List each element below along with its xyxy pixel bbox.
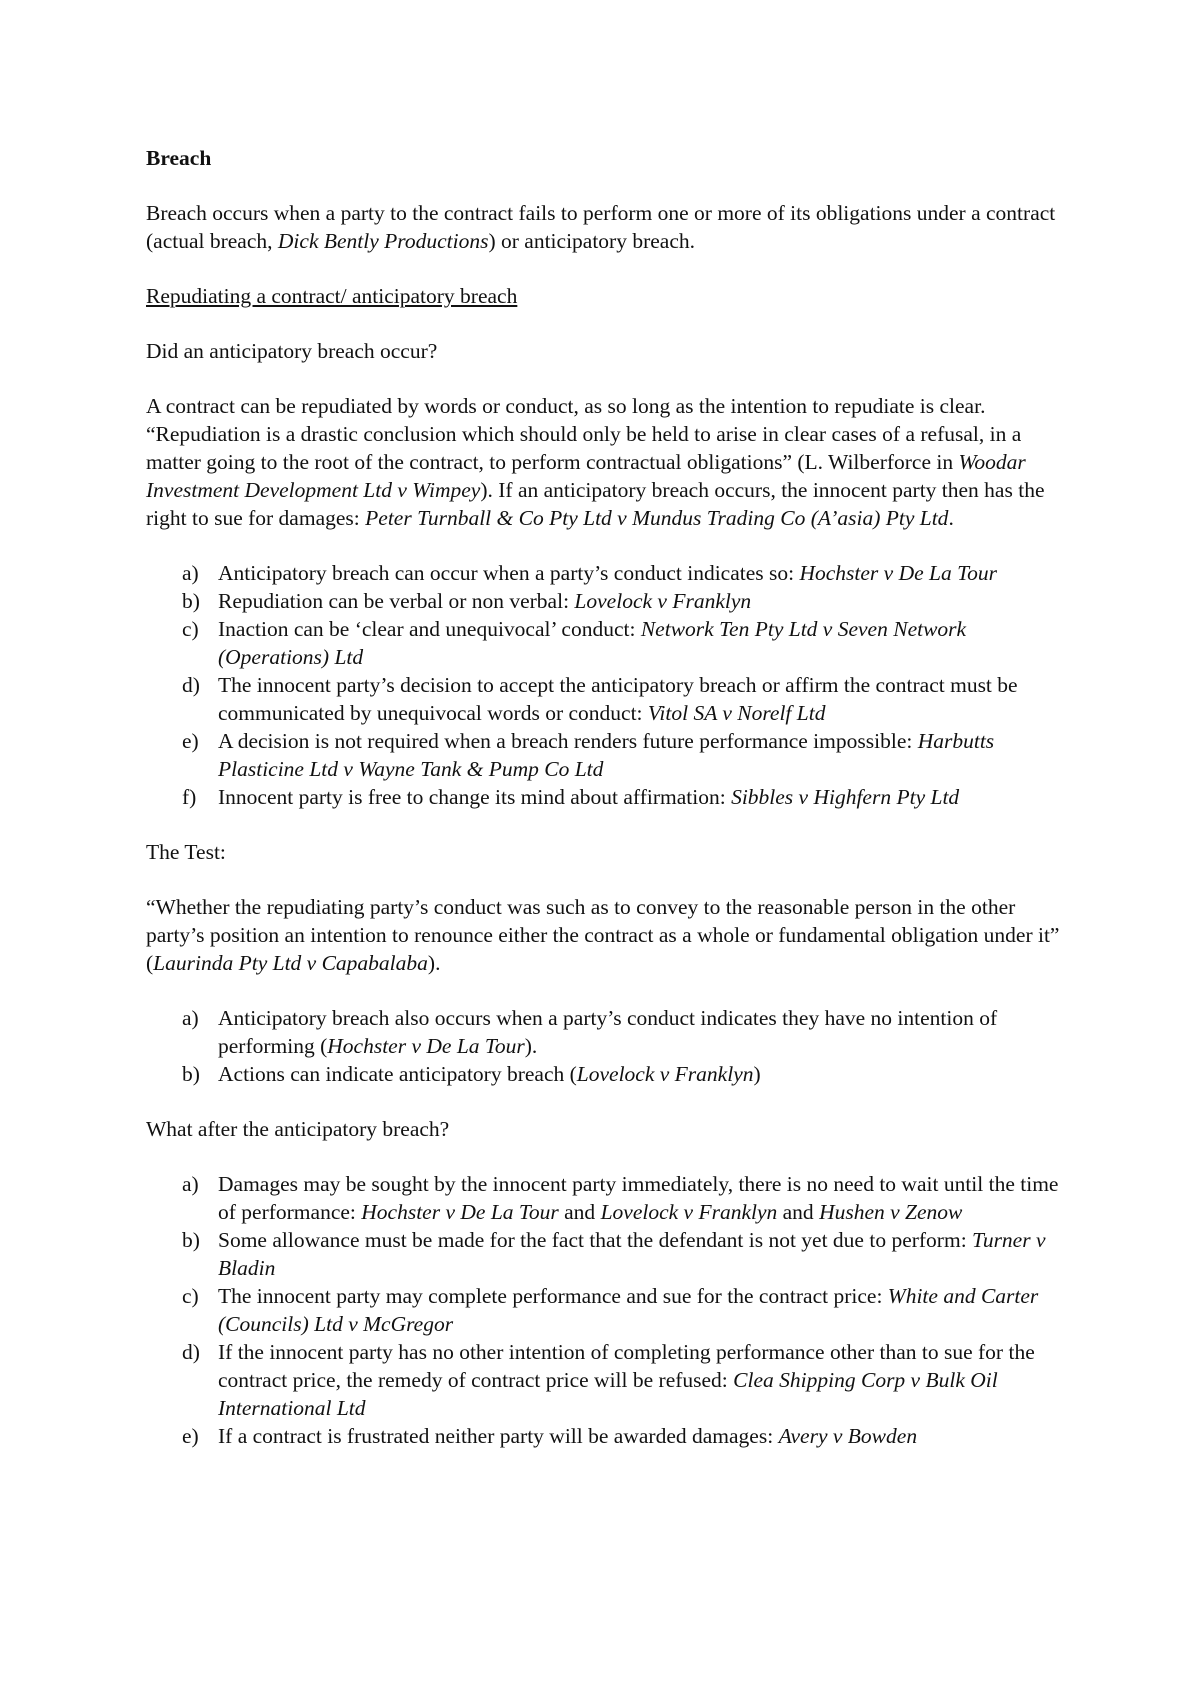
list-item: b) Some allowance must be made for the fact that the defendant is not yet due to perform: Turner v Bladin [182, 1228, 1046, 1280]
case-citation: Lovelock v Franklyn [576, 1062, 754, 1086]
case-citation: Lovelock v Franklyn [574, 589, 752, 613]
section-heading: Repudiating a contract/ anticipatory breach [146, 284, 518, 308]
case-citation: Lovelock v Franklyn [600, 1200, 778, 1224]
case-citation: Harbutts Plasticine Ltd v Wayne Tank & Pump Co Ltd [218, 729, 995, 781]
case-citation: Sibbles v Highfern Pty Ltd [731, 785, 960, 809]
case-citation: Clea Shipping Corp v Bulk Oil International Ltd [218, 1368, 998, 1420]
case-citation: Vitol SA v Norelf Ltd [647, 701, 826, 725]
test-label: The Test: [146, 840, 226, 864]
list-item: e) If a contract is frustrated neither party will be awarded damages: Avery v Bowden [182, 1424, 918, 1448]
test-quote: “Whether the repudiating party’s conduct was such as to convey to the reasonable person in the other party’s position an intention to renounce either the contract as a whole or fundamental obligation under it” (Laurinda Pty Ltd v Capabalaba). [146, 895, 1060, 975]
list-item: a) Damages may be sought by the innocent party immediately, there is no need to wait until the time of performance: Hochster v De La Tour and Lovelock v Franklyn and Hushen v Zenow [182, 1172, 1059, 1224]
list-item: b) Repudiation can be verbal or non verbal: Lovelock v Franklyn [182, 589, 752, 613]
case-citation: Laurinda Pty Ltd v Capabalaba [153, 951, 428, 975]
list-item: d) If the innocent party has no other intention of completing performance other than to sue for the contract price, the remedy of contract price will be refused: Clea Shipping Corp v Bulk Oil International Ltd [182, 1340, 1035, 1420]
list-item: c) The innocent party may complete performance and sue for the contract price: White and Carter (Councils) Ltd v McGregor [182, 1284, 1039, 1336]
repudiation-paragraph: A contract can be repudiated by words or conduct, as so long as the intention to repudiate is clear. “Repudiation is a drastic conclusion which should only be held to arise in clear cases of a refusal, in a matter going to the root of the contract, to perform contractual obligations” (L. Wilberforce in Woodar Investment Development Ltd v Wimpey). If an anticipatory breach occurs, the innocent party then has the right to sue for damages: Peter Turnball & Co Pty Ltd v Mundus Trading Co (A’asia) Pty Ltd. [146, 394, 1045, 530]
case-citation: White and Carter (Councils) Ltd v McGregor [218, 1284, 1039, 1336]
list-item: b) Actions can indicate anticipatory breach (Lovelock v Franklyn) [182, 1062, 761, 1086]
list-item: e) A decision is not required when a breach renders future performance impossible: Harbutts Plasticine Ltd v Wayne Tank & Pump Co Ltd [182, 729, 995, 781]
case-citation: Hochster v De La Tour [799, 561, 997, 585]
question-heading: What after the anticipatory breach? [146, 1117, 450, 1141]
list-item: c) Inaction can be ‘clear and unequivocal’ conduct: Network Ten Pty Ltd v Seven Network (Operations) Ltd [182, 617, 967, 669]
document-title: Breach [146, 146, 212, 170]
case-citation: Network Ten Pty Ltd v Seven Network (Operations) Ltd [218, 617, 967, 669]
list-item: a) Anticipatory breach also occurs when a party’s conduct indicates they have no intention of performing (Hochster v De La Tour). [182, 1006, 998, 1058]
question-heading: Did an anticipatory breach occur? [146, 339, 438, 363]
remedies-list [146, 1170, 1076, 1450]
case-citation: Hushen v Zenow [819, 1200, 963, 1224]
case-citation: Peter Turnball & Co Pty Ltd v Mundus Trading Co (A’asia) Pty Ltd [365, 506, 949, 530]
case-citation: Woodar Investment Development Ltd v Wimpey [146, 450, 1026, 502]
conduct-list [146, 1004, 1076, 1088]
case-citation: Avery v Bowden [778, 1424, 918, 1448]
case-citation: Hochster v De La Tour [327, 1034, 525, 1058]
list-item: d) The innocent party’s decision to accept the anticipatory breach or affirm the contract must be communicated by unequivocal words or conduct: Vitol SA v Norelf Ltd [182, 673, 1018, 725]
anticipatory-breach-list [146, 559, 1076, 811]
case-citation: Hochster v De La Tour [361, 1200, 559, 1224]
document-page [146, 144, 1076, 1477]
case-citation: Dick Bently Productions [277, 229, 489, 253]
case-citation: Turner v Bladin [218, 1228, 1046, 1280]
list-item: f) Innocent party is free to change its mind about affirmation: Sibbles v Highfern Pty Ltd [182, 785, 960, 809]
list-item: a) Anticipatory breach can occur when a party’s conduct indicates so: Hochster v De La Tour [182, 561, 997, 585]
intro-paragraph: Breach occurs when a party to the contract fails to perform one or more of its obligations under a contract (actual breach, Dick Bently Productions) or anticipatory breach. [146, 201, 1056, 253]
